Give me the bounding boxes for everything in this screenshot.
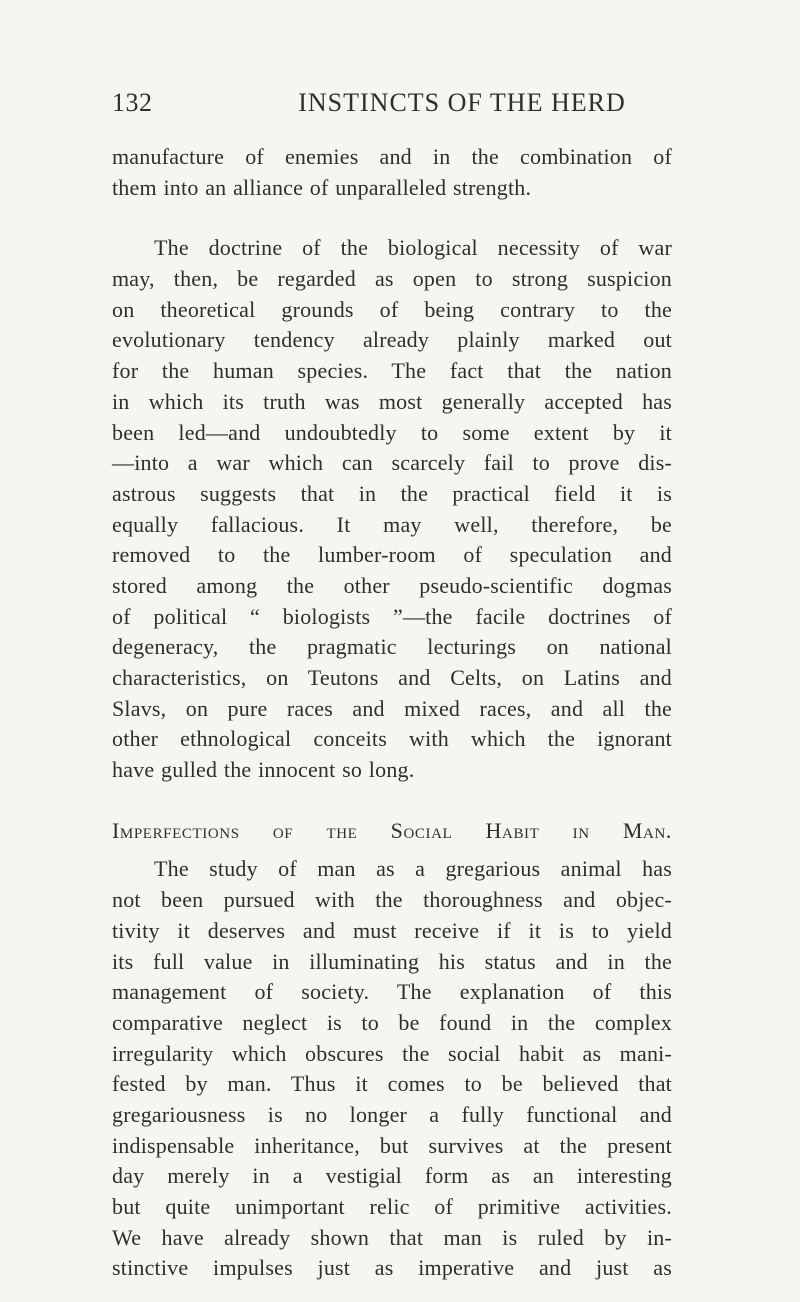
text-line: comparative neglect is to be found in the complex	[112, 1009, 672, 1035]
text-line: evolutionary tendency already plainly marked out	[112, 327, 672, 353]
text-line: other ethnological conceits with which the ignorant	[112, 726, 672, 752]
text-line: manufacture of enemies and in the combination of	[112, 144, 672, 169]
text-line: We have already shown that man is ruled by in-	[112, 1224, 672, 1250]
text-line: not been pursued with the thoroughness and objec-	[112, 887, 672, 913]
text-line: in which its truth was most generally accepted has	[112, 388, 672, 414]
text-line: —into a war which can scarcely fail to prove dis-	[112, 450, 672, 476]
body-text	[112, 142, 672, 1284]
text-line: have gulled the innocent so long.	[112, 757, 415, 783]
text-line: day merely in a vestigial form as an interesting	[112, 1163, 672, 1189]
text-line: irregularity which obscures the social habit as mani-	[112, 1040, 672, 1066]
text-line: but quite unimportant relic of primitive activities.	[112, 1194, 672, 1219]
text-line: been led—and undoubtedly to some extent by it	[112, 419, 672, 445]
text-line: on theoretical grounds of being contrary to the	[112, 296, 672, 322]
text-line: tivity it deserves and must receive if it is to yield	[112, 917, 672, 943]
text-line: degeneracy, the pragmatic lecturings on national	[112, 634, 672, 660]
text-line: fested by man. Thus it comes to be believed that	[112, 1071, 672, 1097]
text-line: The doctrine of the biological necessity of war	[154, 235, 672, 261]
text-line: characteristics, on Teutons and Celts, on Latins and	[112, 665, 672, 690]
heading-gap	[112, 846, 672, 854]
text-line: stinctive impulses just as imperative and just as	[112, 1255, 672, 1281]
text-line: gregariousness is no longer a fully functional and	[112, 1101, 672, 1127]
text-line: of political “ biologists ”—the facile doctrines of	[112, 603, 672, 629]
text-line: its full value in illuminating his status and in the	[112, 948, 672, 974]
section-heading: Imperfections of the Social Habit in Man.	[112, 817, 672, 843]
paragraph-gap	[112, 203, 672, 233]
text-line: removed to the lumber-room of speculation and	[112, 542, 672, 568]
text-line: management of society. The explanation of this	[112, 979, 672, 1005]
text-line: stored among the other pseudo-scientific dogmas	[112, 572, 672, 598]
text-line: them into an alliance of unparalleled strength.	[112, 174, 532, 200]
text-line: Slavs, on pure races and mixed races, and all the	[112, 695, 672, 721]
page-header	[112, 88, 672, 122]
text-line: may, then, be regarded as open to strong suspicion	[112, 266, 672, 292]
running-head: INSTINCTS OF THE HERD	[298, 88, 626, 117]
text-line: equally fallacious. It may well, therefore, be	[112, 511, 672, 537]
section-gap	[112, 786, 672, 816]
text-line: astrous suggests that in the practical field it is	[112, 480, 672, 506]
text-line: for the human species. The fact that the nation	[112, 358, 672, 384]
page-number: 132	[112, 88, 153, 117]
text-line: indispensable inheritance, but survives at the present	[112, 1132, 672, 1158]
text-line: The study of man as a gregarious animal has	[154, 856, 672, 882]
